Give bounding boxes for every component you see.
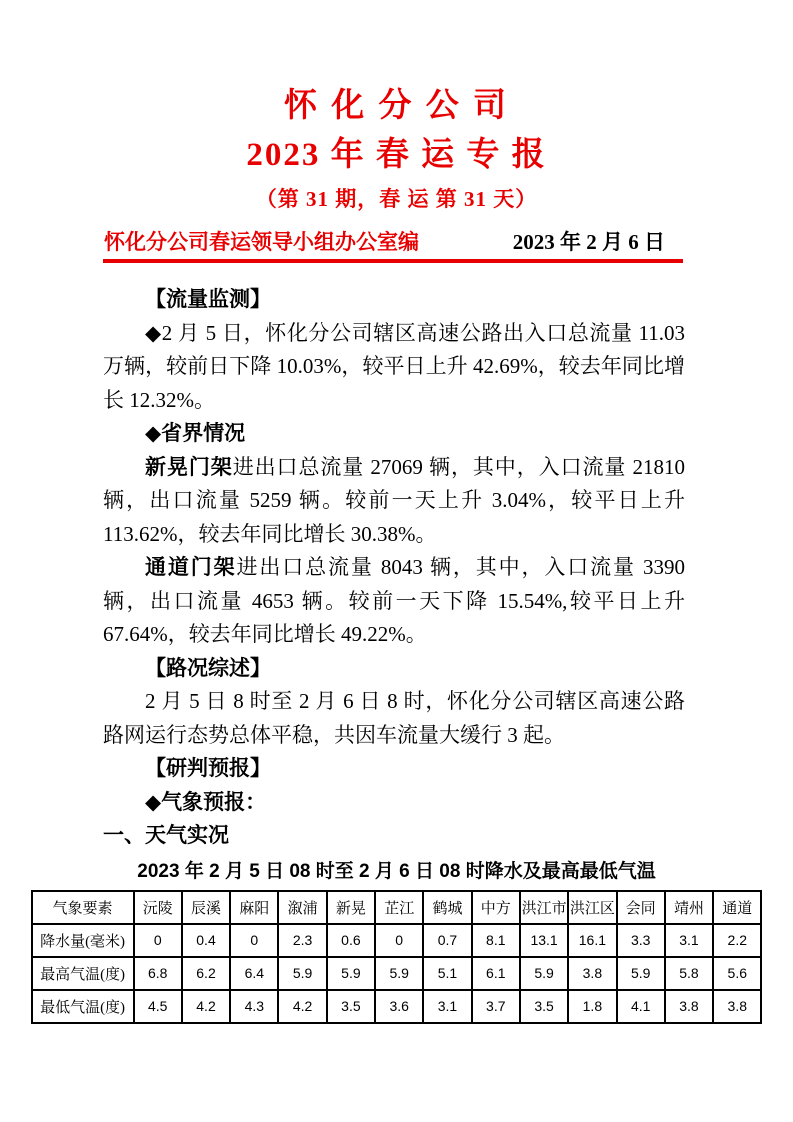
table-header-cell: 溆浦 xyxy=(278,891,326,924)
table-cell: 1.8 xyxy=(568,990,616,1023)
table-row-min-temp xyxy=(32,990,762,1023)
table-header-cell: 芷江 xyxy=(375,891,423,924)
table-header-cell: 辰溪 xyxy=(182,891,230,924)
table-cell: 4.1 xyxy=(617,990,665,1023)
table-cell: 5.1 xyxy=(423,957,471,990)
subsection-weather-forecast: ◆气象预报： xyxy=(145,789,267,814)
table-header-cell: 洪江区 xyxy=(568,891,616,924)
section-heading-forecast: 【研判预报】 xyxy=(145,756,271,780)
table-cell: 3.1 xyxy=(665,924,713,957)
paragraph-xinhuang-gantry xyxy=(103,451,685,552)
table-cell: 6.4 xyxy=(230,957,278,990)
table-cell: 3.8 xyxy=(713,990,761,1023)
table-cell: 0.7 xyxy=(423,924,471,957)
table-header-cell: 通道 xyxy=(713,891,761,924)
table-cell: 2.3 xyxy=(278,924,326,957)
table-header-row xyxy=(32,891,762,924)
row-label: 最高气温(度) xyxy=(32,957,134,990)
table-cell: 0.6 xyxy=(327,924,375,957)
table-cell: 13.1 xyxy=(520,924,568,957)
section-heading-flow-monitor: 【流量监测】 xyxy=(145,287,271,311)
table-row-precipitation xyxy=(32,924,762,957)
doc-title-line2: 2023 年 春 运 专 报 xyxy=(246,137,547,173)
table-header-cell: 会同 xyxy=(617,891,665,924)
weather-table xyxy=(31,890,763,1024)
table-cell: 0 xyxy=(375,924,423,957)
table-cell: 4.2 xyxy=(278,990,326,1023)
table-row-max-temp xyxy=(32,957,762,990)
masthead-rule xyxy=(103,259,683,263)
table-header-cell: 靖州 xyxy=(665,891,713,924)
heading-weather-actual: 一、天气实况 xyxy=(103,824,229,847)
table-cell: 5.8 xyxy=(665,957,713,990)
masthead-date: 2023 年 2 月 6 日 xyxy=(512,230,665,254)
gantry-name-tongdao: 通道门架 xyxy=(145,555,237,579)
gantry-name-xinhuang: 新晃门架 xyxy=(145,454,233,479)
table-cell: 6.8 xyxy=(134,957,182,990)
weather-table-title: 2023 年 2 月 5 日 08 时至 2 月 6 日 08 时降水及最高最低气温 xyxy=(137,860,656,882)
table-header-cell: 鹤城 xyxy=(423,891,471,924)
doc-issue-line: （第 31 期，春 运 第 31 天） xyxy=(255,187,538,211)
table-cell: 3.8 xyxy=(665,990,713,1023)
table-header-cell: 洪江市 xyxy=(520,891,568,924)
table-cell: 5.6 xyxy=(713,957,761,990)
section-heading-province-border: ◆省界情况 xyxy=(145,421,246,445)
gantry-text-tongdao: 进出口总流量 8043 辆，其中，入口流量 3390 辆，出口流量 4653 辆。较前一天下降 15.54%,较平日上升 67.64%，较去年同比增长 49.22%。 xyxy=(103,555,685,646)
title-block xyxy=(0,0,793,212)
table-header-cell: 沅陵 xyxy=(134,891,182,924)
table-cell: 3.5 xyxy=(520,990,568,1023)
body-text xyxy=(103,283,685,853)
table-cell: 3.7 xyxy=(472,990,520,1023)
row-label: 最低气温(度) xyxy=(32,990,134,1023)
table-cell: 16.1 xyxy=(568,924,616,957)
paragraph-tongdao-gantry xyxy=(103,551,685,652)
table-cell: 2.2 xyxy=(713,924,761,957)
table-cell: 5.9 xyxy=(375,957,423,990)
paragraph-flow-summary: ◆2 月 5 日，怀化分公司辖区高速公路出入口总流量 11.03 万辆，较前日下降 10.03%，较平日上升 42.69%，较去年同比增长 12.32%。 xyxy=(103,320,685,412)
table-cell: 3.6 xyxy=(375,990,423,1023)
table-cell: 8.1 xyxy=(472,924,520,957)
table-cell: 4.2 xyxy=(182,990,230,1023)
table-cell: 5.9 xyxy=(617,957,665,990)
table-header-cell: 中方 xyxy=(472,891,520,924)
table-cell: 6.2 xyxy=(182,957,230,990)
table-cell: 5.9 xyxy=(278,957,326,990)
row-label: 降水量(毫米) xyxy=(32,924,134,957)
paragraph-road-summary: 2 月 5 日 8 时至 2 月 6 日 8 时，怀化分公司辖区高速公路路网运行态势总体平稳，共因车流量大缓行 3 起。 xyxy=(103,689,685,747)
table-cell: 0.4 xyxy=(182,924,230,957)
table-cell: 5.9 xyxy=(327,957,375,990)
gantry-text-xinhuang: 进出口总流量 27069 辆，其中，入口流量 21810 辆，出口流量 5259 辆。较前一天上升 3.04%，较平日上升 113.62%，较去年同比增长 30.38%。 xyxy=(103,454,686,546)
table-header-cell: 新晃 xyxy=(327,891,375,924)
table-cell: 3.8 xyxy=(568,957,616,990)
table-cell: 5.9 xyxy=(520,957,568,990)
table-cell: 0 xyxy=(230,924,278,957)
table-cell: 4.3 xyxy=(230,990,278,1023)
section-heading-road-conditions: 【路况综述】 xyxy=(145,655,271,680)
masthead-editor: 怀化分公司春运领导小组办公室编 xyxy=(104,230,419,254)
table-cell: 3.3 xyxy=(617,924,665,957)
table-cell: 6.1 xyxy=(472,957,520,990)
table-header-cell: 气象要素 xyxy=(32,891,134,924)
masthead xyxy=(104,229,665,255)
table-cell: 3.1 xyxy=(423,990,471,1023)
table-cell: 3.5 xyxy=(327,990,375,1023)
table-cell: 4.5 xyxy=(134,990,182,1023)
table-cell: 0 xyxy=(134,924,182,957)
doc-title-line1: 怀 化 分 公 司 xyxy=(284,88,509,124)
table-header-cell: 麻阳 xyxy=(230,891,278,924)
